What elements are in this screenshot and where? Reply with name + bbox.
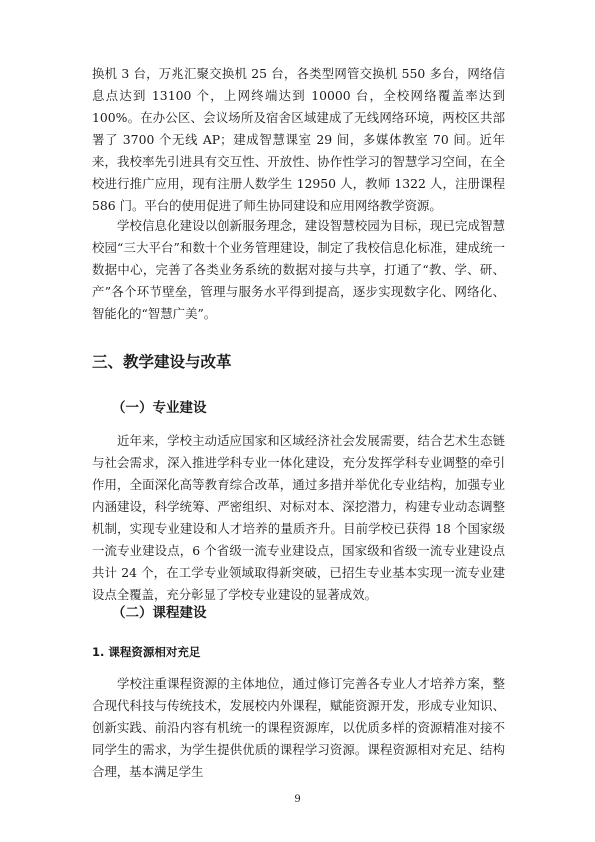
item-heading-course-resources: 1. 课程资源相对充足 — [92, 645, 201, 659]
paragraph-major-construction: 近年来，学校主动适应国家和区域经济社会发展需要，结合艺术生态链与社会需求，深入推进学科专业一体化建设，充分发挥学科专业调整的牵引作用，全面深化高等教育综合改革，通过多措并举优化专业结构，加强专业内涵建设，科学统筹、严密组织、对标对本、深挖潜力，构建专业动态调整机制，实现专业建设和人才培养的量质齐升。目前学校已获得 18 个国家级一流专业建设点，6 个省级一流专业建设点，国家级和省级一流专业建设点共计 24 个，在工学专业领域取得新突破，已招生专业基本实现一流专业建设点全覆盖，充分彰显了学校专业建设的显著成效。 — [92, 433, 505, 602]
page-number: 9 — [294, 794, 301, 805]
paragraph-course-resources: 学校注重课程资源的主体地位，通过修订完善各专业人才培养方案，整合现代科技与传统技术，发展校内外课程，赋能资源开发，形成专业知识、创新实践、前沿内容有机统一的课程资源库，以优质多样的资源精准对接不同学生的需求，为学生提供优质的课程学习资源。课程资源相对充足、结构合理，基本满足学生 — [92, 676, 505, 779]
section-heading-teaching-construction: 三、教学建设与改革 — [92, 353, 232, 371]
paragraph-network-infrastructure: 换机 3 台，万兆汇聚交换机 25 台，各类型网管交换机 550 多台，网络信息点达到 13100 个，上网终端达到 10000 台，全校网络覆盖率达到 100%。在办公区、会议场所及宿舍区域建成了无线网络环境，两校区共部署了 3700 个无线 AP；建成智慧课室 29 间，多媒体教室 70 间。近年来，我校率先引进具有交互性、开放性、协作性学习的智慧学习空间，在全校进行推广应用，现有注册人数学生 12950 人，教师 1322 人，注册课程 586 门。平台的使用促进了师生协同建设和应用网络教学资源。 — [92, 66, 505, 213]
paragraph-smart-campus: 学校信息化建设以创新服务理念，建设智慧校园为目标，现已完成智慧校园“三大平台”和数十个业务管理建设，制定了我校信息化标准，建成统一数据中心，完善了各类业务系统的数据对接与共享，打通了“教、学、研、产”各个环节壁垒，管理与服务水平得到提高，逐步实现数字化、网络化、智能化的“智慧广美”。 — [92, 218, 505, 321]
subsection-heading-course-construction: （二）课程建设 — [112, 605, 207, 621]
subsection-heading-major-construction: （一）专业建设 — [112, 400, 207, 416]
